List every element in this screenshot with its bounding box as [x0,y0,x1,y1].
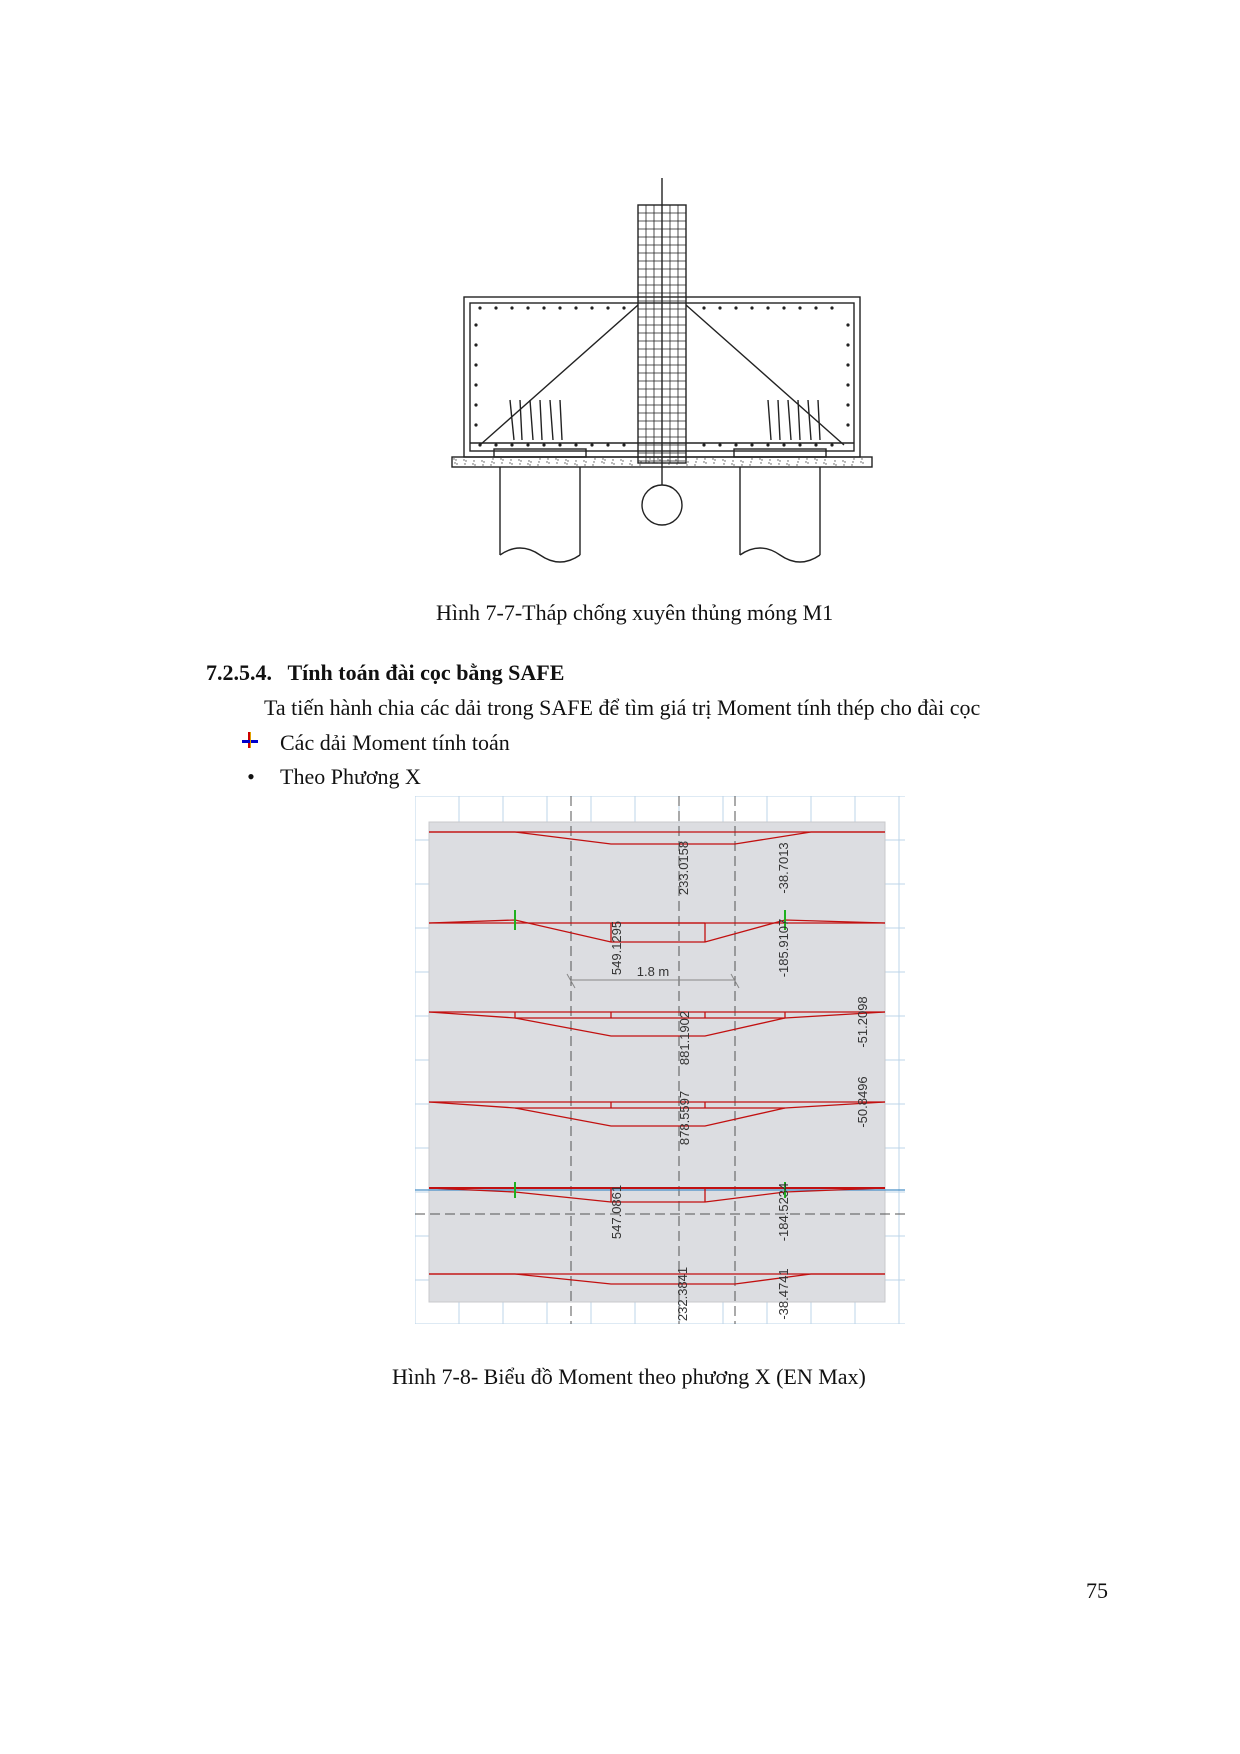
moment-label: -184.5234 [776,1182,791,1242]
bullet-dot-icon: • [247,764,255,789]
moment-label: 232.3841 [675,1266,690,1322]
moment-label: 881.1902 [677,1010,692,1066]
dimension-label: 1.8 m [636,964,670,979]
moment-label: -51.2098 [855,996,870,1048]
bullet-item [240,764,421,790]
figure-7-8-caption: Hình 7-8- Biểu đồ Moment theo phương X (EN Max) [392,1364,866,1389]
moment-label: -50.8496 [855,1076,870,1128]
page-number: 75 [1086,1578,1108,1603]
section-number: 7.2.5.4. [206,660,272,685]
moment-label: 549.1295 [609,920,624,976]
pile-cap-punching-drawing [450,175,890,575]
plus-pin-icon [240,730,262,756]
moment-label: 233.0158 [676,840,691,896]
bullet-item [240,730,510,756]
section-heading [206,660,564,686]
bullet-text: Các dải Moment tính toán [280,730,510,755]
safe-moment-diagram [415,796,905,1324]
moment-label: 878.5597 [677,1090,692,1146]
moment-label: -38.4741 [776,1268,791,1320]
section-title: Tính toán đài cọc bằng SAFE [287,660,565,685]
section-intro: Ta tiến hành chia các dải trong SAFE để tìm giá trị Moment tính thép cho đài cọc [264,695,981,720]
figure-7-7-caption: Hình 7-7-Tháp chống xuyên thủng móng M1 [436,600,834,625]
moment-label: -38.7013 [776,842,791,894]
bullet-text: Theo Phương X [280,764,421,789]
moment-label: 547.0861 [609,1184,624,1240]
moment-label: -185.9107 [776,918,791,978]
